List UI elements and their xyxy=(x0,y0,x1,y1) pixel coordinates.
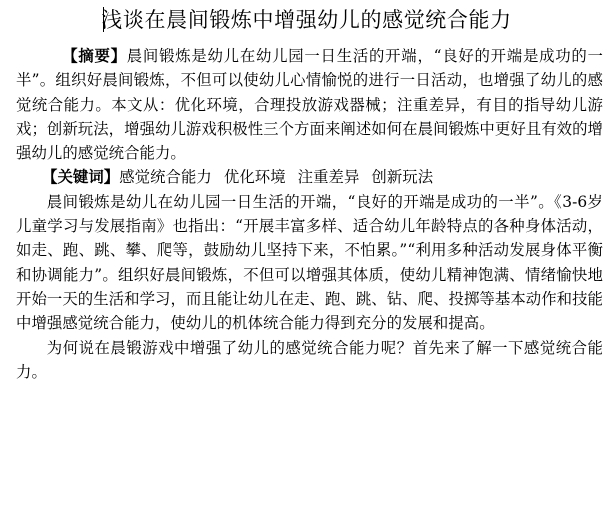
document-body xyxy=(16,44,603,384)
abstract-label: 【摘要】 xyxy=(62,47,127,65)
keyword-item: 注重差异 xyxy=(297,168,360,187)
keywords-label: 【关键词】 xyxy=(42,168,120,187)
keyword-item: 感觉统合能力 xyxy=(119,168,212,187)
title-block xyxy=(0,7,607,33)
document-title[interactable]: 浅谈在晨间锻炼中增强幼儿的感觉统合能力 xyxy=(101,8,512,32)
abstract-paragraph[interactable] xyxy=(16,44,603,165)
keyword-item: 优化环境 xyxy=(223,168,286,187)
keyword-item: 创新玩法 xyxy=(371,168,434,187)
abstract-text: 晨间锻炼是幼儿在幼儿园一日生活的开端，“良好的开端是成功的一半”。组织好晨间锻炼，不但可以使幼儿心情愉悦的进行一日活动，也增强了幼儿的感觉统合能力。本文从：优化环境，合理投放游戏器械；注重差异，有目的指导幼儿游戏；创新玩法，增强幼儿游戏积极性三个方面来阐述如何在晨间锻炼中更好且有效的增强幼儿的感觉统合能力。 xyxy=(16,47,603,163)
keywords-line[interactable] xyxy=(16,165,603,189)
body-paragraph-1[interactable]: 晨间锻炼是幼儿在幼儿园一日生活的开端，“良好的开端是成功的一半”。《3-6岁儿童学习与发展指南》也指出：“开展丰富多样、适合幼儿年龄特点的各种身体活动，如走、跑、跳、攀、爬等，鼓励幼儿坚持下来，不怕累。”“利用多种活动发展身体平衡和协调能力”。组织好晨间锻炼，不但可以增强其体质，使幼儿精神饱满、情绪愉快地开始一天的生活和学习，而且能让幼儿在走、跑、跳、钻、爬、投掷等基本动作和技能中增强感觉统合能力，使幼儿的机体统合能力得到充分的发展和提高。 xyxy=(16,192,603,333)
body-paragraph-2[interactable]: 为何说在晨锻游戏中增强了幼儿的感觉统合能力呢？首先来了解一下感觉统合能力。 xyxy=(16,338,603,381)
